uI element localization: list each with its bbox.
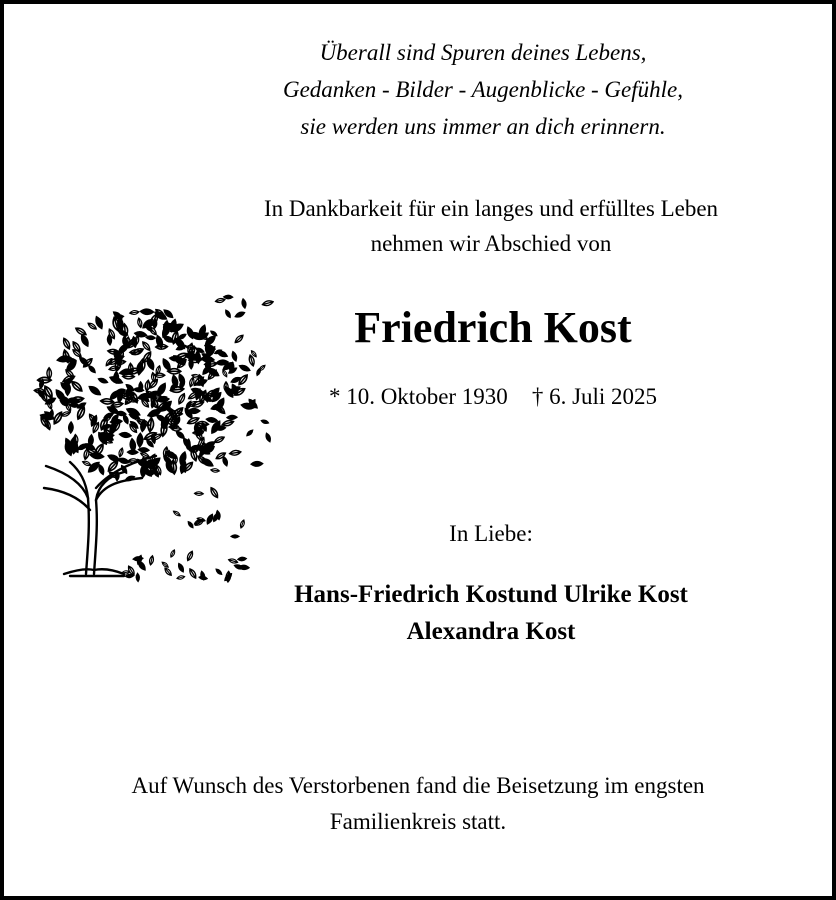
tree-leaf [256,367,262,376]
tree-leaf [193,431,202,435]
tree-leaf [88,384,102,396]
tree-leaf [107,453,120,462]
tree-leaf [194,492,203,496]
tree-leaf [209,486,219,498]
tree-leaf [38,377,52,382]
tree-leaf [90,452,104,459]
tree-leaf [122,414,130,425]
tree-leaf [222,456,229,467]
tree-leaf [188,568,197,580]
mourner-line-2: Alexandra Kost [406,618,576,645]
tree-leaf [231,351,238,362]
burial-note-line-2: Familienkreis statt. [329,809,507,834]
tree-leaf [177,563,185,573]
tree-leaf [215,568,223,576]
tree-leaf [221,369,228,378]
tree-leaf [68,422,73,433]
deceased-name: Friedrich Kost [354,303,632,352]
quote-line-2: Gedanken - Bilder - Augenblicke - Gefühle, [282,77,683,102]
tree-leaf [169,549,176,558]
tree-leaf [138,447,149,452]
tree-leaf [262,300,274,307]
tree-leaf [82,460,92,467]
tree-leaf [206,417,218,423]
tree-leaf [234,564,244,571]
tree-leaf [246,429,254,437]
tree-leaf [187,521,195,529]
tree-leaf [227,415,237,419]
tree-leaf [62,337,72,350]
tree-leaf [149,555,155,565]
tree-leaf [237,557,246,561]
tree-leaf [251,461,263,466]
tree-leaf [154,373,165,377]
mourners-heading: In Liebe: [449,521,533,546]
tree-leaf [109,375,123,385]
tree-leaf [146,357,156,371]
tree-leaf [119,432,131,438]
tree-leaf [129,310,139,315]
tree-leaf [87,364,96,374]
tree-leaf [234,334,245,344]
tree-leaf [176,575,185,580]
mourner-line-1: Hans-Friedrich Kostund Ulrike Kost [294,581,688,608]
tree-leaf [80,334,90,347]
tree-leaf [156,344,168,349]
tree-leaf [88,435,94,447]
tree-leaf [117,457,129,465]
tree-leaf [228,558,238,564]
tree-leaf [98,377,109,384]
tree-leaf [140,451,150,458]
tree-leaf [241,298,247,308]
tree-leaf [186,550,194,561]
tree-leaf [177,393,186,405]
tree-leaf [163,567,172,577]
tree-leaf [70,396,84,404]
tree-leaf [137,560,147,571]
tree-leaf [239,364,251,373]
tree-leaf [224,382,228,392]
tree-leaf [127,450,138,454]
tree-leaf [70,380,84,393]
tree-leaf [140,309,153,315]
windblown-tree-icon [24,276,274,586]
birth-date: * 10. Oktober 1930 [328,384,508,409]
tree-leaf [229,450,241,456]
tree-leaf [186,326,195,339]
tree-leaf [83,448,90,460]
tree-leaf [265,432,272,442]
tree-leaf [239,519,245,528]
tree-leaf [224,309,232,318]
quote-line-1: Überall sind Spuren deines Lebens, [319,40,647,65]
tree-leaf [234,311,245,319]
tree-leaf [161,561,169,569]
tree-leaf [161,358,172,372]
tree-leaf [137,318,143,328]
tree-leaf [118,447,124,457]
intro-line-2: nehmen wir Abschied von [370,231,612,256]
burial-note-line-1: Auf Wunsch des Verstorbenen fand die Beisetzung im engsten [131,773,705,798]
tree-leaf [107,349,119,355]
tree-leaf [156,382,168,397]
tree-leaf [172,510,181,517]
tree-leaf [136,573,140,582]
tree-leaf [137,433,143,447]
tree-leaf [115,471,119,481]
tree-leaf [215,298,225,304]
death-date: † 6. Juli 2025 [531,384,658,409]
intro-line-1: In Dankbarkeit für ein langes und erfülltes Leben [263,196,719,221]
tree-leaf [125,475,136,482]
tree-leaf [146,335,156,339]
tree-leaf [189,359,193,369]
tree-leaf [211,468,220,473]
tree-leaf [191,400,204,409]
tree-leaf [231,535,239,538]
tree-leaf [224,295,233,299]
tree-leaf [74,326,87,337]
tree-leaf [175,352,190,362]
tree-leaf [261,419,270,425]
quote-line-3: sie werden uns immer an dich erinnern. [300,114,666,139]
